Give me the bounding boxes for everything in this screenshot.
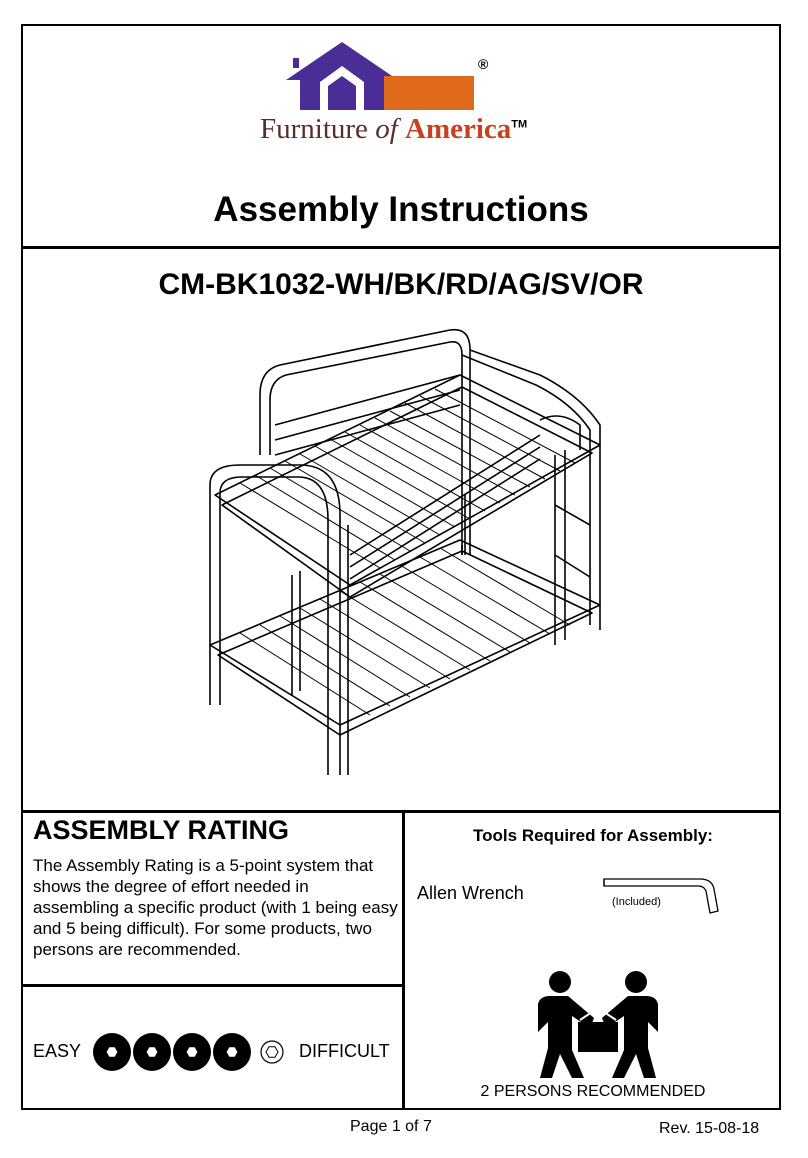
brand-word-america: America — [405, 113, 512, 145]
assembly-rating-description: The Assembly Rating is a 5-point system that shows the degree of effort needed in assembling a specific product (with 1 being easy and 5 being difficult). For some products, two persons are recommended. — [33, 856, 398, 959]
revision-label: Rev. 15-08-18 — [659, 1120, 760, 1137]
brand-name — [260, 113, 560, 146]
divider-title — [21, 246, 781, 249]
tools-heading: Tools Required for Assembly: — [473, 826, 713, 845]
rating-dot-empty — [261, 1041, 283, 1063]
model-number: CM-BK1032-WH/BK/RD/AG/SV/OR — [158, 268, 644, 301]
brand-word-furniture: Furniture — [260, 113, 368, 145]
difficult-label: DIFFICULT — [299, 1041, 390, 1061]
tool-name-allen-wrench: Allen Wrench — [417, 883, 524, 903]
brand-word-of: of — [375, 113, 398, 145]
trademark-mark: TM — [511, 118, 528, 131]
allen-wrench-icon — [600, 875, 725, 915]
rating-dots — [90, 1030, 290, 1074]
page-number: Page 1 of 7 — [350, 1118, 432, 1135]
assembly-rating-heading: ASSEMBLY RATING — [33, 815, 290, 845]
persons-recommended-label: 2 PERSONS RECOMMENDED — [480, 1083, 706, 1100]
page-title: Assembly Instructions — [213, 190, 589, 229]
registered-mark: ® — [478, 56, 489, 72]
divider-rating — [21, 810, 781, 813]
divider-vertical — [402, 810, 405, 1110]
house-logo-icon — [260, 38, 560, 118]
rating-dot-filled — [133, 1033, 171, 1071]
rating-dot-filled — [213, 1033, 251, 1071]
tool-included-note: (Included) — [612, 896, 661, 908]
two-persons-icon — [528, 970, 668, 1080]
rating-dot-filled — [93, 1033, 131, 1071]
brand-logo — [260, 38, 560, 158]
easy-label: EASY — [33, 1041, 82, 1061]
rating-dot-filled — [173, 1033, 211, 1071]
bunk-bed-illustration — [200, 315, 620, 785]
divider-rating-bottom — [21, 984, 404, 987]
